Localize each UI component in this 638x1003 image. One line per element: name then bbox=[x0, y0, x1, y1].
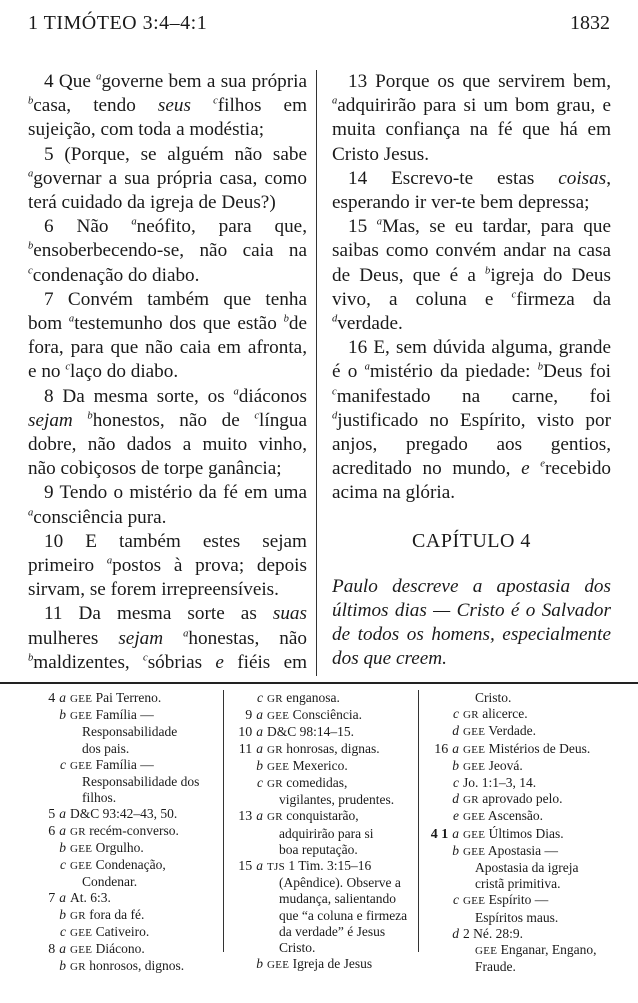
footnote-letter: e bbox=[453, 808, 459, 824]
footnote-entry bbox=[421, 876, 612, 892]
footnote-text[interactable]: GR aprovado pelo. bbox=[463, 791, 563, 807]
footnote-text[interactable]: GEE Consciência. bbox=[267, 707, 363, 723]
footnote-letter: a bbox=[59, 690, 66, 705]
chapter-title: CAPÍTULO 4 bbox=[412, 529, 531, 552]
footnote-marker[interactable]: c bbox=[143, 652, 148, 664]
footnote-label bbox=[421, 843, 459, 859]
footnote-text[interactable]: Responsabilidade bbox=[82, 724, 178, 740]
footnote-label bbox=[28, 890, 66, 907]
footnote-label bbox=[225, 808, 263, 825]
reference-abbreviation: GEE bbox=[463, 895, 486, 908]
footnote-verse-number: 7 bbox=[48, 891, 56, 907]
footnote-text[interactable]: GEE Últimos Dias. bbox=[463, 825, 564, 841]
footnote-text[interactable]: TJS 1 Tim. 3:15–16 bbox=[267, 858, 372, 874]
footnote-verse-number: 6 bbox=[48, 823, 56, 839]
footnote-letter: b bbox=[59, 958, 66, 974]
footnote-entry bbox=[421, 706, 612, 723]
footnote-entry bbox=[28, 857, 218, 874]
verse: 14 Escrevo-te estas coisas, esperando ir ver-te bem depressa; bbox=[332, 167, 611, 214]
footnote-text[interactable]: cristã primitiva. bbox=[475, 876, 561, 892]
footnote-text[interactable]: GEE Pai Terreno. bbox=[70, 690, 162, 705]
footnote-text[interactable]: GR conquistarão, bbox=[267, 808, 359, 824]
footnote-entry bbox=[28, 707, 218, 724]
footnote-entry bbox=[225, 758, 415, 775]
footnote-letter: a bbox=[59, 941, 66, 957]
footnote-text[interactable]: Fraude. bbox=[475, 959, 516, 975]
footnote-text[interactable]: GEE Orgulho. bbox=[70, 839, 144, 855]
footnote-entry bbox=[225, 875, 415, 891]
footnote-entry bbox=[28, 924, 218, 941]
footnote-entry bbox=[225, 775, 415, 792]
verse: 7 Convém também que tenha bom $^a$testemunho dos que estão $^b$de fora, para que não caia em afronta, e no $^c$laço do diabo. bbox=[28, 288, 307, 383]
footnote-letter: a bbox=[452, 825, 459, 841]
reference-abbreviation: GEE bbox=[70, 759, 93, 772]
footnote-letter: b bbox=[452, 757, 459, 773]
footnote-marker[interactable]: a bbox=[106, 555, 113, 567]
footnote-marker[interactable]: e bbox=[540, 458, 545, 470]
italic-word: coisas bbox=[558, 167, 607, 189]
footnote-entry bbox=[421, 791, 612, 808]
footnote-letter: b bbox=[59, 906, 66, 922]
footnote-label bbox=[421, 826, 459, 843]
verse: 13 Porque os que servirem bem, $^a$adquirirão para si um bom grau, e muita confiança na fé que há em Cristo Jesus. bbox=[332, 71, 611, 165]
footnote-entry bbox=[421, 843, 612, 860]
footnote-entry bbox=[28, 724, 218, 740]
footnote-entry bbox=[421, 926, 612, 942]
footnote-letter: c bbox=[453, 706, 459, 722]
footnote-label bbox=[28, 958, 66, 974]
footnote-letter: a bbox=[59, 890, 66, 906]
reference-abbreviation: GEE bbox=[463, 743, 486, 756]
footnote-letter: c bbox=[60, 923, 66, 939]
footnote-entry bbox=[225, 724, 415, 740]
reference-abbreviation: GR bbox=[267, 811, 283, 824]
footnote-text[interactable]: Jo. 1:1–3, 14. bbox=[463, 775, 537, 791]
chapter-3-verses bbox=[332, 70, 611, 506]
footnote-marker[interactable]: b bbox=[283, 313, 289, 325]
footnote-text[interactable]: GR comedidas, bbox=[267, 775, 348, 791]
footnote-entry bbox=[28, 890, 218, 906]
footnote-entry bbox=[28, 741, 218, 757]
footnote-text[interactable]: boa reputação. bbox=[279, 841, 358, 857]
footnote-verse-number: 4 1 bbox=[430, 826, 449, 842]
footnote-marker[interactable]: c bbox=[511, 289, 517, 301]
reference-abbreviation: GEE bbox=[267, 710, 290, 723]
footnote-label bbox=[28, 840, 66, 856]
footnote-text[interactable]: Apostasia da igreja bbox=[475, 860, 579, 876]
footnote-text[interactable]: adquirirão para si bbox=[279, 825, 374, 841]
reference-abbreviation: GR bbox=[463, 709, 479, 722]
footnote-label bbox=[225, 690, 263, 706]
reference-abbreviation: GR bbox=[267, 778, 283, 791]
footnote-label bbox=[421, 791, 459, 807]
page-number: 1832 bbox=[570, 12, 610, 34]
footnote-letter: d bbox=[452, 925, 459, 941]
footnote-text[interactable]: At. 6:3. bbox=[70, 890, 111, 906]
footnote-entry bbox=[28, 790, 218, 806]
footnote-letter: c bbox=[257, 690, 263, 705]
footnote-label bbox=[421, 892, 459, 908]
footnote-marker[interactable]: b bbox=[28, 95, 34, 107]
footnote-letter: b bbox=[59, 707, 66, 723]
footnote-label bbox=[28, 857, 66, 873]
footnote-marker[interactable]: c bbox=[65, 362, 70, 374]
footnote-entry bbox=[28, 757, 218, 774]
reference-abbreviation: GEE bbox=[463, 845, 486, 858]
reference-abbreviation: GR bbox=[267, 743, 283, 756]
footnote-text[interactable]: D&C 98:14–15. bbox=[267, 724, 355, 740]
footnote-marker[interactable]: a bbox=[332, 95, 338, 107]
verse: 9 Tendo o mistério da fé em uma $^a$consciência pura. bbox=[28, 482, 307, 528]
footnote-letter: c bbox=[257, 775, 263, 791]
italic-word: sejam bbox=[28, 409, 73, 431]
footnote-entry bbox=[421, 808, 612, 825]
footnote-column-1 bbox=[28, 690, 218, 974]
footnote-marker[interactable]: a bbox=[376, 216, 382, 228]
italic-word: seus bbox=[157, 95, 191, 117]
footnote-divider-1 bbox=[223, 690, 224, 952]
reference-abbreviation: GR bbox=[463, 794, 479, 807]
footnote-entry bbox=[28, 907, 218, 924]
footnote-divider-2 bbox=[418, 690, 419, 952]
footnote-marker[interactable]: a bbox=[233, 386, 239, 398]
footnote-text[interactable]: GEE Apostasia — bbox=[463, 842, 559, 858]
footnote-entry bbox=[28, 823, 218, 840]
footnote-entry bbox=[421, 758, 612, 775]
reference-abbreviation: GEE bbox=[475, 945, 498, 958]
reference-abbreviation: GR bbox=[70, 909, 86, 922]
footnote-letter: a bbox=[256, 724, 263, 740]
footnote-letter: c bbox=[453, 892, 459, 908]
footnote-text[interactable]: 2 Né. 28:9. bbox=[463, 925, 523, 941]
verse: 6 Não $^a$neófito, para que, $^b$ensoberbecendo-se, não caia na $^c$condenação do diabo. bbox=[28, 216, 307, 286]
footnote-entry bbox=[225, 908, 415, 924]
footnote-letter: b bbox=[256, 956, 263, 972]
reference-abbreviation: GEE bbox=[267, 959, 290, 972]
footnote-entry bbox=[28, 941, 218, 958]
italic-word: e bbox=[215, 651, 224, 673]
footnote-verse-number: 15 bbox=[238, 859, 253, 875]
footnote-column-2 bbox=[225, 690, 415, 972]
footnote-entry bbox=[225, 741, 415, 758]
footnote-label bbox=[28, 924, 66, 940]
reference-abbreviation: GR bbox=[267, 693, 283, 705]
footnote-letter: a bbox=[256, 858, 263, 874]
footnote-text[interactable]: GEE Espírito — bbox=[463, 892, 549, 908]
footnote-label bbox=[421, 775, 459, 791]
footnote-text[interactable]: GEE Enganar, Engano, bbox=[475, 942, 597, 958]
footnote-text[interactable]: GR recém-converso. bbox=[70, 822, 179, 838]
footnote-marker[interactable]: b bbox=[28, 652, 34, 664]
footnote-text[interactable]: GEE Jeová. bbox=[463, 757, 523, 773]
left-column bbox=[28, 70, 307, 676]
footnote-text[interactable]: (Apêndice). Observe a bbox=[279, 875, 401, 891]
footnote-text[interactable]: GEE Verdade. bbox=[463, 723, 537, 739]
footnote-text[interactable]: Responsabilidade dos bbox=[82, 774, 200, 790]
reference-abbreviation: GEE bbox=[267, 760, 290, 773]
footnote-entry bbox=[421, 690, 612, 706]
reference-abbreviation: GR bbox=[70, 961, 86, 974]
footnote-letter: c bbox=[453, 775, 459, 791]
reference-abbreviation: GR bbox=[70, 825, 86, 838]
footnote-label bbox=[421, 741, 459, 758]
footnote-marker[interactable]: c bbox=[332, 386, 337, 398]
footnote-rule bbox=[0, 682, 638, 684]
footnote-entry bbox=[225, 826, 415, 842]
footnote-entry bbox=[28, 840, 218, 857]
reference-abbreviation: GEE bbox=[463, 726, 486, 739]
footnote-entry bbox=[421, 775, 612, 791]
book-reference: 1 TIMÓTEO 3:4–4:1 bbox=[28, 12, 208, 34]
footnote-verse-number: 8 bbox=[48, 942, 56, 958]
reference-abbreviation: GEE bbox=[463, 760, 486, 773]
footnote-label bbox=[421, 926, 459, 942]
footnote-text[interactable]: GEE Igreja de Jesus bbox=[267, 956, 373, 972]
footnote-entry bbox=[421, 826, 612, 843]
footnote-entry bbox=[225, 858, 415, 875]
footnote-entry bbox=[28, 774, 218, 790]
verse: 10 E também estes sejam primeiro $^a$postos à prova; depois sirvam, se forem irrepreensíveis. bbox=[28, 530, 307, 601]
footnote-label bbox=[28, 941, 66, 958]
right-column bbox=[332, 70, 611, 676]
footnote-label bbox=[225, 956, 263, 972]
footnote-label bbox=[421, 723, 459, 739]
footnote-letter: c bbox=[60, 756, 66, 772]
footnote-label bbox=[225, 707, 263, 724]
footnote-marker[interactable]: b bbox=[485, 265, 491, 277]
reference-abbreviation: GEE bbox=[70, 944, 93, 957]
footnote-letter: a bbox=[59, 806, 66, 822]
reference-abbreviation: GEE bbox=[70, 710, 93, 723]
footnote-marker[interactable]: a bbox=[68, 313, 75, 325]
footnote-letter: a bbox=[452, 740, 459, 756]
verse: 11 Da mesma sorte as suas mulheres sejam $^a$honestas, não $^b$maldizentes, $^c$sóbrias e fiéis em bbox=[28, 603, 307, 673]
footnote-marker[interactable]: d bbox=[332, 410, 338, 422]
footnote-text[interactable]: filhos. bbox=[82, 790, 117, 806]
footnote-text[interactable]: da verdade” é Jesus bbox=[279, 923, 386, 939]
footnote-marker[interactable]: d bbox=[332, 313, 338, 325]
footnote-marker[interactable]: b bbox=[87, 410, 93, 422]
footnote-verse-number: 16 bbox=[434, 741, 449, 757]
footnote-entry bbox=[225, 891, 415, 907]
footnote-verse-number: 11 bbox=[238, 741, 253, 757]
footnote-text[interactable]: Cristo. bbox=[279, 940, 316, 956]
footnote-label bbox=[225, 741, 263, 758]
footnote-text[interactable]: GR honrosas, dignas. bbox=[267, 740, 380, 756]
footnote-entry bbox=[421, 741, 612, 758]
footnote-letter: d bbox=[452, 791, 459, 807]
footnote-entry bbox=[421, 892, 612, 909]
footnote-label bbox=[28, 823, 66, 840]
footnote-text[interactable]: GR fora da fé. bbox=[70, 906, 145, 922]
footnote-entry bbox=[225, 956, 415, 973]
footnote-text[interactable]: GEE Diácono. bbox=[70, 941, 145, 957]
footnote-verse-number: 4 bbox=[48, 691, 56, 706]
reference-abbreviation: GEE bbox=[70, 860, 93, 873]
footnote-text[interactable]: GEE Família — bbox=[70, 756, 154, 772]
footnote-label bbox=[28, 757, 66, 773]
column-divider bbox=[316, 70, 317, 676]
footnote-text[interactable]: GEE Condenação, bbox=[70, 857, 166, 873]
footnote-label bbox=[421, 808, 459, 824]
footnote-text[interactable]: mudança, salientando bbox=[279, 891, 396, 907]
footnote-entry bbox=[421, 959, 612, 975]
footnote-label bbox=[421, 758, 459, 774]
footnote-text[interactable]: GEE Ascensão. bbox=[463, 808, 544, 824]
footnote-verse-number: 5 bbox=[48, 807, 56, 823]
footnote-text[interactable]: que “a coluna e firmeza bbox=[279, 907, 408, 923]
footnote-entry bbox=[28, 874, 218, 890]
footnote-entry bbox=[225, 707, 415, 724]
running-header bbox=[28, 12, 610, 42]
footnote-text[interactable]: Cristo. bbox=[475, 690, 512, 705]
footnote-entry bbox=[421, 723, 612, 740]
footnote-text[interactable]: GEE Cativeiro. bbox=[70, 923, 150, 939]
verse: 4 Que $^a$governe bem a sua própria $^b$casa, tendo seus $^c$filhos em sujeição, com toda a modéstia; bbox=[28, 71, 307, 141]
footnote-entry bbox=[225, 792, 415, 808]
footnote-label bbox=[225, 758, 263, 774]
footnote-marker[interactable]: a bbox=[28, 507, 34, 519]
footnote-text[interactable]: GR honrosos, dignos. bbox=[70, 958, 185, 974]
footnote-letter: a bbox=[256, 740, 263, 756]
footnote-verse-number: 13 bbox=[238, 809, 253, 825]
footnote-entry bbox=[225, 940, 415, 956]
footnote-text[interactable]: Espíritos maus. bbox=[475, 909, 559, 925]
footnote-entry bbox=[421, 860, 612, 876]
footnote-letter: a bbox=[59, 822, 66, 838]
footnote-text[interactable]: D&C 93:42–43, 50. bbox=[70, 806, 178, 822]
footnote-letter: a bbox=[256, 707, 263, 723]
footnote-marker[interactable]: a bbox=[364, 362, 370, 374]
footnote-entry bbox=[28, 690, 218, 707]
footnote-marker[interactable]: b bbox=[28, 241, 34, 253]
italic-word: suas bbox=[272, 603, 307, 625]
footnote-marker[interactable]: c bbox=[254, 410, 260, 422]
footnote-marker[interactable]: a bbox=[183, 628, 189, 640]
footnote-verse-number: 10 bbox=[238, 725, 253, 741]
chapter-summary: Paulo descreve a apostasia dos últimos dias — Cristo é o Salvador de todos os homens, especialmente dos que creem. bbox=[332, 575, 611, 669]
footnote-text[interactable]: dos pais. bbox=[82, 740, 130, 756]
footnote-letter: d bbox=[452, 723, 459, 739]
italic-word: e bbox=[521, 458, 530, 480]
footnote-entry bbox=[225, 690, 415, 707]
footnote-entry bbox=[225, 924, 415, 940]
italic-word: sejam bbox=[118, 627, 164, 649]
footnote-label bbox=[28, 707, 66, 723]
footnote-verse-number: 9 bbox=[245, 708, 253, 724]
footnote-text[interactable]: vigilantes, prudentes. bbox=[279, 792, 395, 808]
reference-abbreviation: GEE bbox=[70, 926, 93, 939]
footnote-label bbox=[225, 858, 263, 875]
footnote-letter: b bbox=[256, 757, 263, 773]
footnote-entry bbox=[421, 910, 612, 926]
footnote-marker[interactable]: a bbox=[96, 71, 102, 83]
footnote-entry bbox=[28, 958, 218, 975]
footnote-entry bbox=[28, 806, 218, 822]
footnote-entry bbox=[421, 942, 612, 959]
footnote-letter: a bbox=[256, 808, 263, 824]
reference-abbreviation: TJS bbox=[267, 861, 286, 874]
verse: 5 (Porque, se alguém não sabe $^a$governar a sua própria casa, como terá cuidado da igreja de Deus?) bbox=[28, 143, 307, 214]
footnote-marker[interactable]: c bbox=[213, 95, 218, 107]
footnote-text[interactable]: GR alicerce. bbox=[463, 706, 528, 722]
footnote-text[interactable]: GR enganosa. bbox=[267, 690, 340, 705]
footnote-letter: c bbox=[60, 857, 66, 873]
footnote-text[interactable]: GEE Mistérios de Deus. bbox=[463, 740, 591, 756]
verse: 16 E, sem dúvida alguma, grande é o $^a$mistério da piedade: $^b$Deus foi $^c$manifestado na carne, foi $^d$justificado no Espírito, visto por anjos, pregado aos gentios, acreditado no mundo, e $^e$recebido acima na glória. bbox=[332, 337, 611, 504]
footnote-label bbox=[225, 724, 263, 741]
footnote-marker[interactable]: c bbox=[28, 265, 33, 277]
reference-abbreviation: GEE bbox=[463, 828, 486, 841]
footnote-label bbox=[225, 775, 263, 791]
footnote-entry bbox=[225, 808, 415, 825]
footnote-column-3 bbox=[421, 690, 612, 975]
footnote-text[interactable]: Condenar. bbox=[82, 874, 138, 890]
footnote-marker[interactable]: a bbox=[131, 216, 137, 228]
scripture-text bbox=[28, 70, 612, 676]
footnotes bbox=[28, 690, 612, 975]
footnote-entry bbox=[225, 842, 415, 858]
reference-abbreviation: GEE bbox=[70, 842, 93, 855]
footnote-label bbox=[28, 907, 66, 923]
footnote-letter: b bbox=[59, 839, 66, 855]
footnote-label bbox=[28, 806, 66, 823]
footnote-label bbox=[421, 706, 459, 722]
footnote-text[interactable]: GEE Família — bbox=[70, 707, 154, 723]
footnote-letter: b bbox=[452, 842, 459, 858]
footnote-marker[interactable]: b bbox=[537, 362, 543, 374]
reference-abbreviation: GEE bbox=[70, 693, 93, 705]
verse: 15 $^a$Mas, se eu tardar, para que saibas como convém andar na casa de Deus, que é a $^b$igreja do Deus vivo, a coluna e $^c$firmeza da $^d$verdade. bbox=[332, 216, 611, 335]
footnote-marker[interactable]: a bbox=[28, 168, 34, 180]
footnote-label bbox=[28, 690, 66, 707]
verse: 8 Da mesma sorte, os $^a$diáconos sejam $^b$honestos, não de $^c$língua dobre, não dados a muito vinho, não cobiçosos de torpe ganância; bbox=[28, 385, 307, 480]
reference-abbreviation: GEE bbox=[463, 811, 486, 824]
footnote-text[interactable]: GEE Mexerico. bbox=[267, 757, 348, 773]
